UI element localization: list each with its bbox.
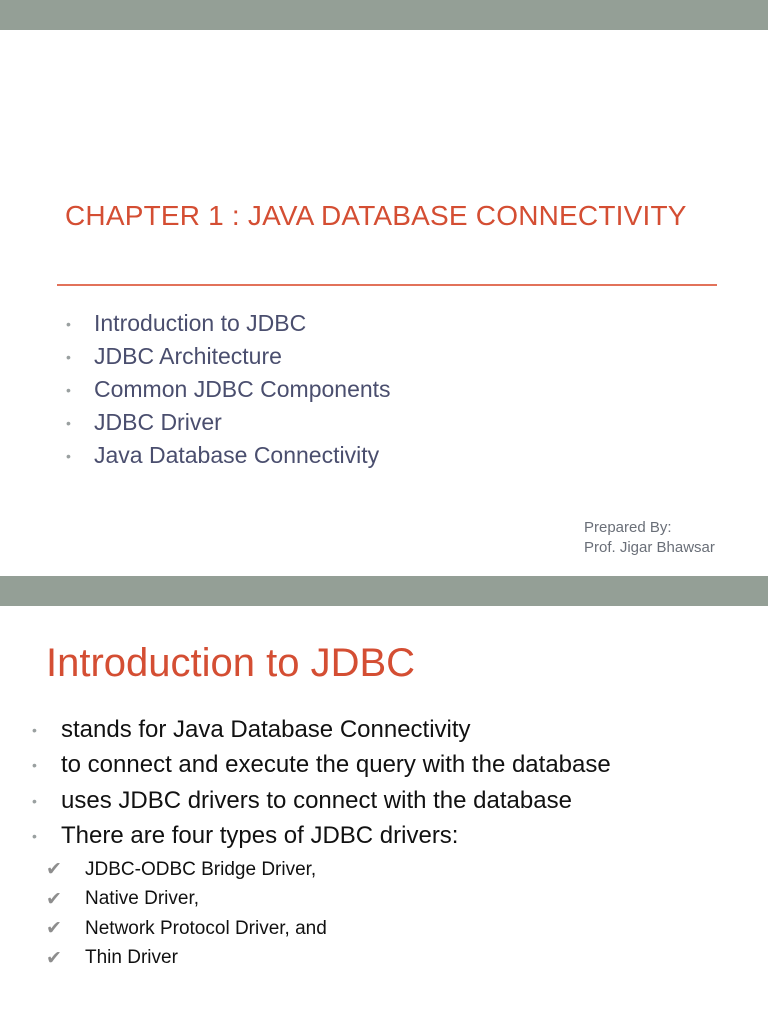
title-underline	[57, 284, 717, 286]
list-item-label: JDBC Driver	[94, 409, 222, 435]
list-item	[46, 885, 327, 915]
bullet-dot-icon: •	[66, 447, 71, 464]
list-item-label: JDBC-ODBC Bridge Driver,	[85, 858, 317, 880]
list-item	[32, 783, 611, 819]
list-item-label: Common JDBC Components	[94, 376, 391, 402]
list-item	[66, 439, 391, 472]
list-item-label: Native Driver,	[85, 888, 200, 910]
list-item-label: JDBC Architecture	[94, 343, 282, 369]
list-item	[32, 712, 611, 748]
list-item-label: stands for Java Database Connectivity	[61, 715, 471, 743]
bullet-dot-icon: •	[66, 414, 71, 431]
checkmark-icon: ✔	[46, 859, 62, 881]
checkmark-icon: ✔	[46, 918, 62, 940]
list-item	[66, 307, 391, 340]
list-item-label: There are four types of JDBC drivers:	[61, 822, 459, 850]
list-item	[66, 406, 391, 439]
list-item	[66, 340, 391, 373]
bullet-dot-icon: •	[66, 381, 71, 398]
list-item	[46, 855, 327, 885]
bullet-dot-icon: •	[66, 315, 71, 332]
list-item	[46, 914, 327, 944]
list-item-label: Introduction to JDBC	[94, 310, 307, 336]
list-item-label: to connect and execute the query with the database	[61, 751, 611, 779]
list-item	[32, 748, 611, 784]
list-item-label: Network Protocol Driver, and	[85, 917, 327, 939]
slide-2-bullet-list	[32, 712, 611, 854]
author-name: Prof. Jigar Bhawsar	[584, 539, 715, 556]
list-item-label: uses JDBC drivers to connect with the database	[61, 786, 572, 814]
list-item	[32, 819, 611, 855]
slide-separator-band	[0, 576, 768, 606]
bullet-dot-icon: •	[32, 721, 37, 738]
driver-types-list	[46, 855, 327, 973]
bullet-dot-icon: •	[66, 348, 71, 365]
slide-1-bullet-list	[66, 307, 391, 472]
author-credit	[584, 518, 715, 558]
prepared-by-label: Prepared By:	[584, 519, 672, 536]
list-item	[66, 373, 391, 406]
list-item-label: Java Database Connectivity	[94, 442, 380, 468]
list-item	[46, 944, 327, 974]
checkmark-icon: ✔	[46, 947, 62, 969]
bullet-dot-icon: •	[32, 828, 37, 845]
checkmark-icon: ✔	[46, 888, 62, 910]
slide-2-title: Introduction to JDBC	[46, 641, 416, 685]
slide-1-title: CHAPTER 1 : JAVA DATABASE CONNECTIVITY	[65, 200, 687, 231]
bullet-dot-icon: •	[32, 792, 37, 809]
bullet-dot-icon: •	[32, 757, 37, 774]
top-divider-band	[0, 0, 768, 30]
list-item-label: Thin Driver	[85, 947, 178, 969]
